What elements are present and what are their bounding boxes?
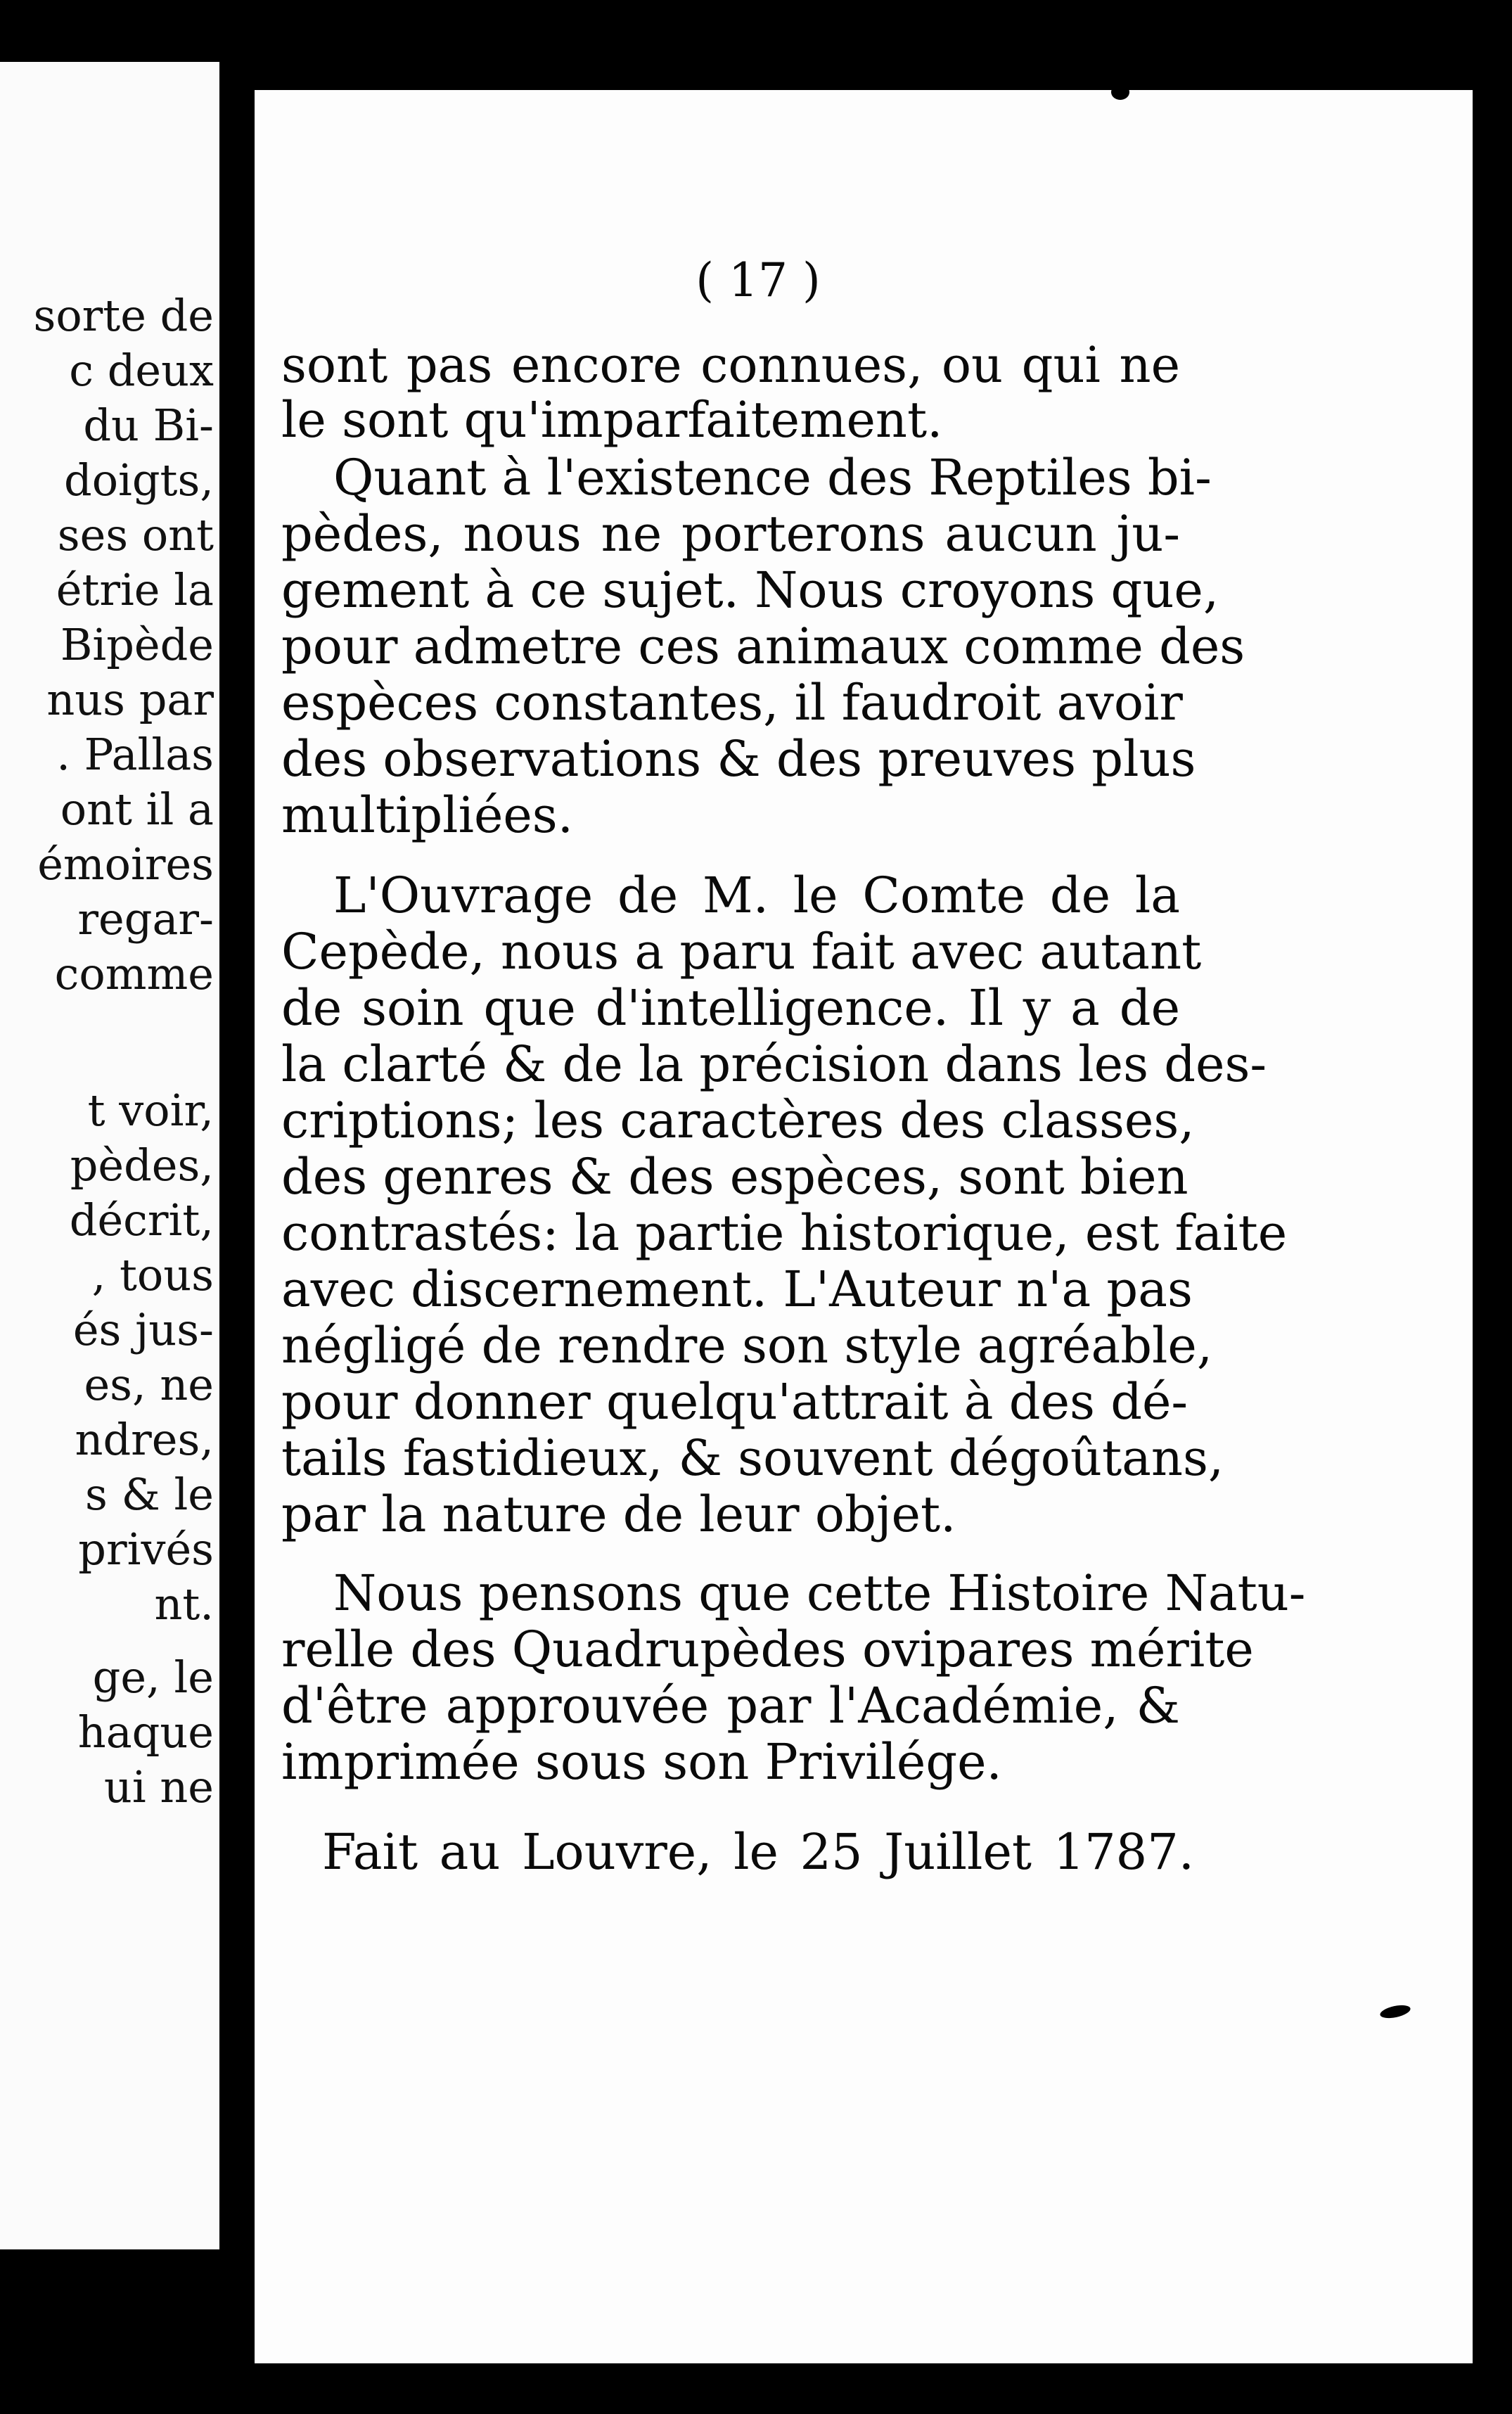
left-text-line: nt. bbox=[154, 1578, 214, 1630]
left-page-fragment bbox=[0, 62, 219, 2249]
text-line: par la nature de leur objet. bbox=[281, 1486, 956, 1543]
text-line: avec discernement. L'Auteur n'a pas bbox=[281, 1260, 1193, 1318]
text-line: criptions; les caractères des classes, bbox=[281, 1092, 1195, 1149]
left-text-line: pèdes, bbox=[70, 1139, 214, 1191]
text-line: le sont qu'imparfaitement. bbox=[281, 391, 943, 449]
text-line: pour donner quelqu'attrait à des dé- bbox=[281, 1373, 1189, 1431]
left-text-line: regar- bbox=[77, 893, 214, 945]
dateline: Fait au Louvre, le 25 Juillet 1787. bbox=[322, 1823, 1194, 1881]
text-line: espèces constantes, il faudroit avoir bbox=[281, 674, 1183, 732]
text-line: imprimée sous son Privilége. bbox=[281, 1733, 1002, 1791]
left-text-line: . Pallas bbox=[56, 729, 214, 780]
left-text-line: nus par bbox=[46, 674, 214, 725]
text-line: gement à ce sujet. Nous croyons que, bbox=[281, 561, 1219, 619]
text-line: des genres & des espèces, sont bien bbox=[281, 1148, 1189, 1206]
text-line: d'être approuvée par l'Académie, & bbox=[281, 1677, 1180, 1735]
left-text-line: Bipède bbox=[60, 619, 214, 670]
left-text-line: du Bi- bbox=[83, 400, 214, 451]
left-text-line: s & le bbox=[85, 1469, 214, 1520]
left-text-line: t voir, bbox=[87, 1085, 214, 1136]
left-text-line: émoires bbox=[37, 838, 214, 890]
left-text-line: és jus- bbox=[72, 1304, 214, 1355]
left-text-line: ge, le bbox=[92, 1652, 214, 1703]
text-line: Cepède, nous a paru fait avec autant bbox=[281, 923, 1202, 981]
text-line: L'Ouvrage de M. le Comte de la bbox=[333, 867, 1180, 924]
left-text-line: c deux bbox=[69, 345, 214, 396]
left-text-line: privés bbox=[78, 1524, 214, 1575]
left-text-line: ui ne bbox=[103, 1761, 214, 1813]
text-line: relle des Quadrupèdes ovipares mérite bbox=[281, 1621, 1254, 1678]
text-line: Quant à l'existence des Reptiles bi- bbox=[333, 449, 1212, 506]
left-text-line: haque bbox=[77, 1706, 214, 1758]
left-text-line: , tous bbox=[91, 1249, 214, 1301]
text-line: la clarté & de la précision dans les des- bbox=[281, 1035, 1267, 1093]
text-line: pèdes, nous ne porterons aucun ju- bbox=[281, 505, 1180, 563]
text-line: Nous pensons que cette Histoire Natu- bbox=[333, 1564, 1306, 1622]
text-line: contrastés: la partie historique, est faite bbox=[281, 1204, 1288, 1262]
right-page bbox=[255, 90, 1473, 2363]
ink-speck bbox=[1379, 2003, 1411, 2021]
text-line: des observations & des preuves plus bbox=[281, 730, 1196, 788]
text-line: sont pas encore connues, ou qui ne bbox=[281, 336, 1180, 394]
left-text-line: ndres, bbox=[75, 1414, 214, 1465]
left-text-line: doigts, bbox=[64, 454, 214, 506]
page-number: ( 17 ) bbox=[696, 253, 821, 307]
text-line: pour admetre ces animaux comme des bbox=[281, 618, 1245, 675]
left-text-line: comme bbox=[54, 948, 214, 1000]
text-line: multipliées. bbox=[281, 786, 573, 844]
text-line: de soin que d'intelligence. Il y a de bbox=[281, 979, 1180, 1037]
left-text-line: décrit, bbox=[69, 1194, 214, 1246]
left-text-line: sorte de bbox=[33, 290, 214, 341]
text-line: négligé de rendre son style agréable, bbox=[281, 1317, 1213, 1374]
ink-speck bbox=[1111, 84, 1129, 100]
left-text-line: étrie la bbox=[56, 564, 214, 615]
left-text-line: ont il a bbox=[60, 784, 214, 835]
text-line: tails fastidieux, & souvent dégoûtans, bbox=[281, 1429, 1224, 1487]
left-text-line: es, ne bbox=[84, 1359, 214, 1410]
left-text-line: ses ont bbox=[57, 509, 214, 561]
